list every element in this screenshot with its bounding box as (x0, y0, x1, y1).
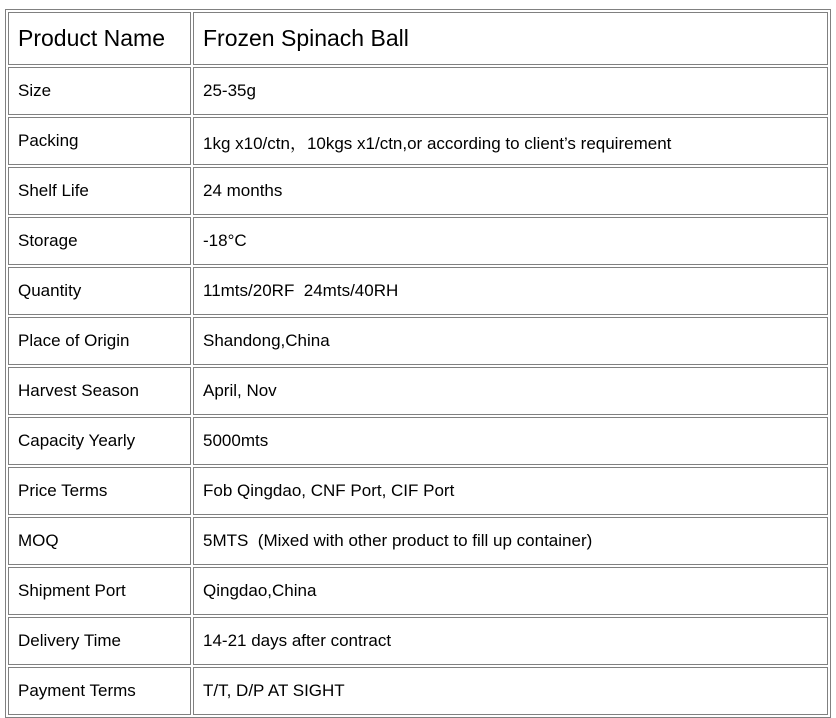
product-spec-table (5, 9, 831, 718)
row-value: 24 months (193, 167, 828, 215)
header-value-cell: Frozen Spinach Ball (193, 12, 828, 65)
row-label: Price Terms (8, 467, 191, 515)
row-value: Fob Qingdao, CNF Port, CIF Port (193, 467, 828, 515)
row-label: Delivery Time (8, 617, 191, 665)
row-value: 25-35g (193, 67, 828, 115)
table-row-size (8, 67, 828, 115)
row-label: Place of Origin (8, 317, 191, 365)
row-label: Payment Terms (8, 667, 191, 715)
spec-table-body (8, 12, 828, 715)
table-row-capacity-yearly (8, 417, 828, 465)
table-row-quantity (8, 267, 828, 315)
row-label: MOQ (8, 517, 191, 565)
row-label: Shelf Life (8, 167, 191, 215)
table-row-shipment-port (8, 567, 828, 615)
row-label: Storage (8, 217, 191, 265)
table-row-storage (8, 217, 828, 265)
row-value: 5000mts (193, 417, 828, 465)
row-value: Qingdao,China (193, 567, 828, 615)
table-row-delivery-time (8, 617, 828, 665)
row-value: 14-21 days after contract (193, 617, 828, 665)
row-label: Shipment Port (8, 567, 191, 615)
row-value: 1kg x10/ctn，10kgs x1/ctn,or according to client’s requirement (193, 117, 828, 165)
row-label: Size (8, 67, 191, 115)
row-label: Quantity (8, 267, 191, 315)
row-value: T/T, D/P AT SIGHT (193, 667, 828, 715)
table-header-row (8, 12, 828, 65)
table-row-place-of-origin (8, 317, 828, 365)
table-row-shelf-life (8, 167, 828, 215)
row-value: 5MTS (Mixed with other product to fill up container) (193, 517, 828, 565)
row-label: Harvest Season (8, 367, 191, 415)
table-row-price-terms (8, 467, 828, 515)
table-row-packing (8, 117, 828, 165)
row-value: Shandong,China (193, 317, 828, 365)
table-row-payment-terms (8, 667, 828, 715)
row-value: -18°C (193, 217, 828, 265)
row-label: Capacity Yearly (8, 417, 191, 465)
table-row-harvest-season (8, 367, 828, 415)
row-value: 11mts/20RF 24mts/40RH (193, 267, 828, 315)
table-row-moq (8, 517, 828, 565)
row-label: Packing (8, 117, 191, 165)
row-value: April, Nov (193, 367, 828, 415)
header-label-cell: Product Name (8, 12, 191, 65)
